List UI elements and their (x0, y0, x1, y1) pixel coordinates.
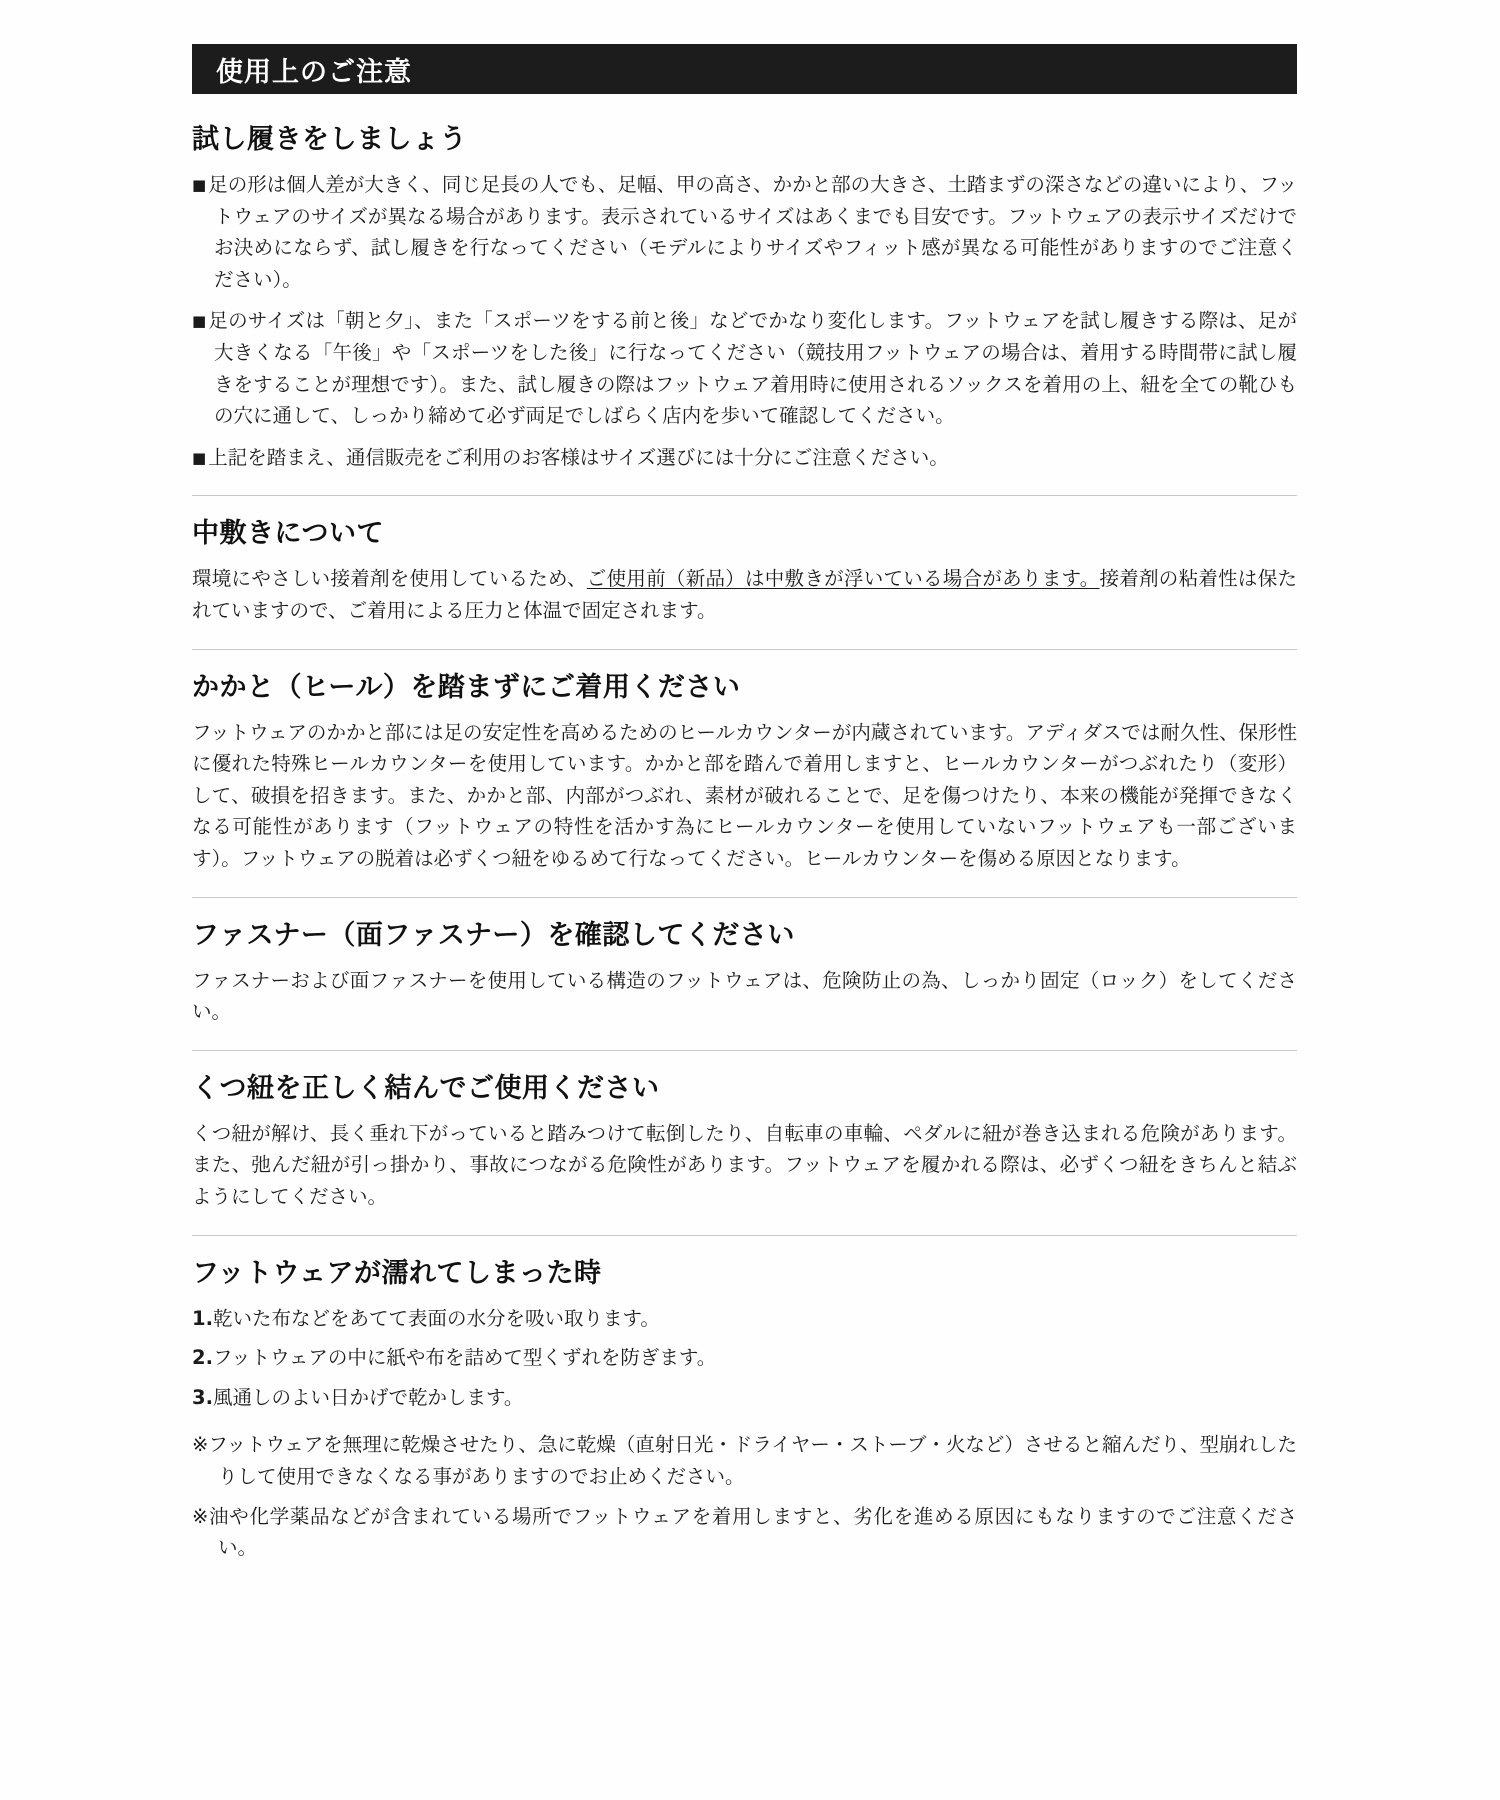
note-text: 油や化学薬品などが含まれている場所でフットウェアを着用しますと、劣化を進める原因にもなりますのでご注意ください。 (209, 1504, 1297, 1560)
bullet-text: 足の形は個人差が大きく、同じ足長の人でも、足幅、甲の高さ、かかと部の大きさ、土踏まずの深さなどの違いにより、フットウェアのサイズが異なる場合があります。表示されているサイズはあくまでも目安です。フットウェアの表示サイズだけでお決めにならず、試し履きを行なってください（モデルによりサイズやフィット感が異なる可能性がありますのでご注意ください）。 (208, 173, 1297, 291)
bullet-item (192, 305, 1297, 431)
bullet-text: 足のサイズは「朝と夕」、また「スポーツをする前と後」などでかなり変化します。フットウェアを試し履きする際は、足が大きくなる「午後」や「スポーツをした後」に行なってください（競技用フットウェアの場合は、着用する時間帯に試し履きをすることが理想です）。また、試し履きの際はフットウェア着用時に使用されるソックスを着用の上、紐を全ての靴ひもの穴に通して、しっかり締めて必ず両足でしばらく店内を歩いて確認してください。 (208, 309, 1297, 428)
section-banner (192, 44, 1297, 94)
insole-paragraph (192, 563, 1297, 626)
section-heading-fastener: ファスナー（面ファスナー）を確認してください (192, 919, 795, 951)
step-number: 1. (192, 1306, 213, 1330)
section-divider (192, 897, 1297, 898)
note-text: フットウェアを無理に乾燥させたり、急に乾燥（直射日光・ドライヤー・ストーブ・火など）させると縮んだり、型崩れしたりして使用できなくなる事がありますのでお止めください。 (208, 1433, 1298, 1489)
section-heading-try-on: 試し履きをしましょう (192, 124, 467, 155)
section-divider (192, 1050, 1297, 1051)
fastener-paragraph: ファスナーおよび面ファスナーを使用している構造のフットウェアは、危険防止の為、しっかり固定（ロック）をしてください。 (192, 968, 1297, 1024)
banner-title: 使用上のご注意 (216, 56, 412, 88)
section-heel (192, 670, 1297, 875)
laces-paragraph: くつ紐が解け、長く垂れ下がっていると踏みつけて転倒したり、自転車の車輪、ペダルに紐が巻き込まれる危険があります。また、弛んだ紐が引っ掛かり、事故につながる危険性があります。フットウェアを履かれる際は、必ずくつ紐をきちんと結ぶようにしてください。 (192, 1121, 1297, 1209)
section-divider (192, 495, 1297, 496)
insole-text-pre: 環境にやさしい接着剤を使用しているため、 (192, 567, 587, 591)
note-marker: ※ (192, 1504, 210, 1528)
section-insole (192, 516, 1297, 626)
step-number: 3. (192, 1385, 213, 1409)
section-heading-insole: 中敷きについて (192, 518, 384, 550)
spacer (192, 1421, 1297, 1429)
document-content (192, 44, 1297, 1572)
section-heading-laces: くつ紐を正しく結んでご使用ください (192, 1072, 660, 1104)
numbered-item (192, 1342, 1297, 1374)
numbered-item (192, 1382, 1297, 1414)
bullet-item (192, 169, 1297, 295)
step-text: 乾いた布などをあてて表面の水分を吸い取ります。 (212, 1306, 660, 1330)
step-text: 風通しのよい日かげで乾かします。 (212, 1385, 524, 1409)
note-item (192, 1429, 1297, 1492)
bullet-marker: ■ (192, 448, 207, 467)
section-heading-wet-footwear: フットウェアが濡れてしまった時 (192, 1257, 602, 1289)
section-divider (192, 1235, 1297, 1236)
bullet-item (192, 442, 1297, 474)
heel-paragraph: フットウェアのかかと部には足の安定性を高めるためのヒールカウンターが内蔵されています。アディダスでは耐久性、保形性に優れた特殊ヒールカウンターを使用しています。かかと部を踏んで着用しますと、ヒールカウンターがつぶれたり（変形）して、破損を招きます。また、かかと部、内部がつぶれ、素材が破れることで、足を傷つけたり、本来の機能が発揮できなくなる可能性があります（フットウェアの特性を活かす為にヒールカウンターを使用していないフットウェアも一部ございます）。フットウェアの脱着は必ずくつ紐をゆるめて行なってください。ヒールカウンターを傷める原因となります。 (192, 720, 1297, 870)
note-marker: ※ (192, 1433, 209, 1457)
note-item (192, 1501, 1297, 1564)
numbered-item (192, 1303, 1297, 1335)
section-try-on (192, 122, 1297, 473)
insole-text-post: 接着剤の粘着性は保たれていますので、ご着用による圧力と体温で固定されます。 (192, 567, 1297, 622)
bullet-text: 上記を踏まえ、通信販売をご利用のお客様はサイズ選びには十分にご注意ください。 (208, 445, 949, 469)
bullet-marker: ■ (192, 176, 207, 195)
step-text: フットウェアの中に紙や布を詰めて型くずれを防ぎます。 (212, 1346, 717, 1370)
section-laces (192, 1071, 1297, 1213)
section-heading-heel: かかと（ヒール）を踏まずにご着用ください (192, 671, 741, 703)
section-divider (192, 649, 1297, 650)
bullet-marker: ■ (192, 312, 207, 331)
section-fastener (192, 918, 1297, 1028)
step-number: 2. (192, 1346, 213, 1370)
section-wet-footwear (192, 1256, 1297, 1564)
insole-text-underlined: ご使用前（新品）は中敷きが浮いている場合があります。 (586, 567, 1100, 591)
